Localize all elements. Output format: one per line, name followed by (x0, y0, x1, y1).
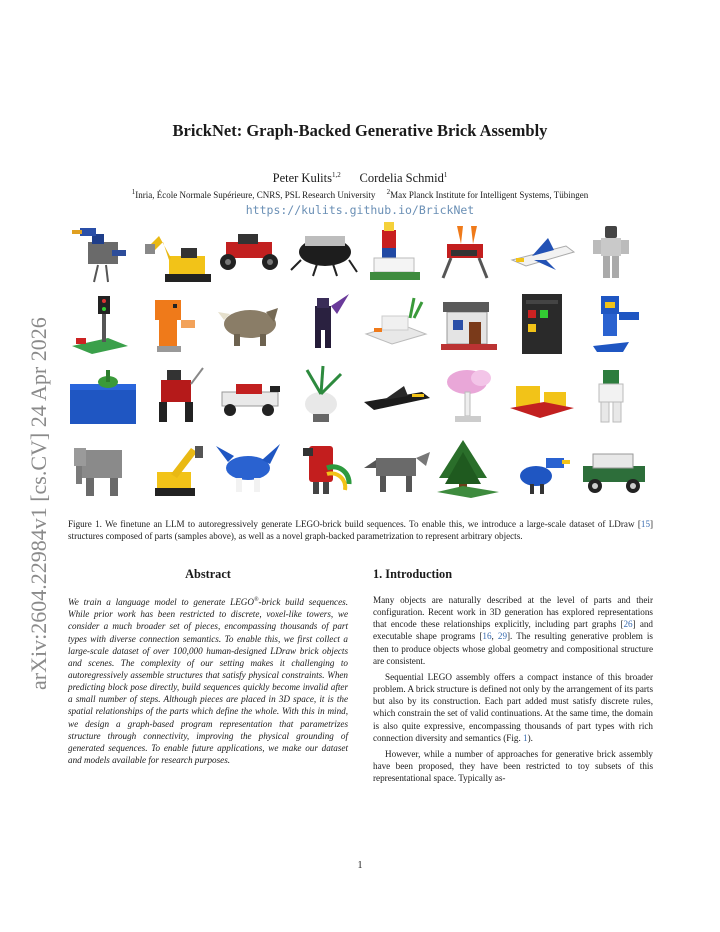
citation-link[interactable]: 26 (623, 619, 633, 630)
model-blue-base (70, 370, 136, 424)
author-name: Peter Kulits (272, 171, 332, 185)
model-elephant (74, 448, 122, 496)
affiliations (0, 190, 720, 200)
model-house (441, 302, 497, 350)
author-name: Cordelia Schmid (359, 171, 444, 185)
affiliation: Inria, École Normale Supérieure, CNRS, PSL Research University (135, 190, 376, 200)
model-buggy (220, 234, 278, 270)
author-affil-sup: 1 (443, 170, 448, 179)
paper-title: BrickNet: Graph-Backed Generative Brick Assembly (172, 121, 548, 140)
model-fence-figure (370, 222, 420, 280)
citation-link[interactable]: 29 (497, 631, 507, 642)
arxiv-id: arXiv:2604.22984v1 [cs.CV] 24 Apr 2026 (26, 317, 51, 690)
model-wolf (364, 452, 430, 492)
model-yellow-sofa (510, 386, 574, 418)
model-traffic-light (72, 296, 128, 354)
abstract-text-part: -brick build sequences. While prior work has been restricted to discrete, voxel-like towers, we consider a much broader set of pieces, encompassing thousands of part types with diverse connection semantics. To enable this, we first collect a large-scale dataset of over 100,000 human-designed LDraw brick objects and scenes. The complexity of our setting makes it challenging to autoregressively assemble structures that satisfy physical constraints. When predicting block pose directly, build sequences quickly become invalid after a small number of steps. Although pieces are placed in 3D space, it is the spatial relationships of the parts which define the whole. With this in mind, we design a graph-based program representation that parametrizes structure through connectivity, improving the physical grounding of generated sequences. To enable future applications, we make our dataset and models available for research purposes. (68, 597, 348, 766)
model-minifigure (593, 226, 629, 278)
caption-text: We finetune an LLM to autoregressively generate LEGO-brick build sequences. To enable this, we introduce a large-scale dataset of LDraw [ (105, 519, 641, 529)
model-dark-warrior (315, 294, 349, 348)
model-orange-creature (155, 300, 195, 352)
model-jet (512, 238, 574, 270)
intro-text: ). (527, 732, 533, 743)
model-red-mech (159, 368, 203, 422)
page-number: 1 (357, 860, 363, 871)
model-blue-dragon (216, 444, 280, 492)
project-url[interactable]: https://kulits.github.io/BrickNet (245, 203, 475, 217)
intro-text: Many objects are naturally described at the level of parts and their configuration. Recent work in 3D generation has explored representations that encode these relationships explicitly, including part graphs [ (373, 595, 653, 630)
model-pink-tree (447, 370, 491, 422)
arxiv-sidebar (20, 250, 54, 700)
intro-paragraph: Many objects are naturally described at the level of parts and their configuration. Recent work in 3D generation has explored representations that encode these relationships explicitly, including part graphs [26] and executable shape programs [16, 29]. The resulting generative problem is then to produce objects whose global geometry and compositional structure are consistent. (373, 595, 653, 666)
figure-1-grid (68, 220, 653, 510)
figure-caption (68, 518, 653, 542)
introduction-heading: 1. Introduction (373, 567, 453, 581)
intro-text: Sequential LEGO assembly offers a compact instance of this broader problem. A brick structure is defined not only by the arrangement of its parts but also by its construction. Each part added must satisfy discrete rules, which constrain the set of valid continuations. At the same time, the domain is also quite expressive, encompassing thousands of part types with rich connection diversity and semantics (Fig. (373, 671, 653, 743)
introduction-column (373, 567, 653, 788)
registered-mark: ® (253, 597, 259, 603)
model-desk (366, 298, 426, 344)
model-bird (72, 228, 126, 282)
caption-text: ] structures composed of parts (samples above), as well as a novel graph-backed parametrization to represent arbitrary objects. (68, 519, 654, 542)
model-green-car (583, 454, 645, 493)
abstract-column (68, 567, 348, 766)
caption-label: Figure 1. (68, 519, 102, 529)
author-affil-sup: 1,2 (332, 170, 341, 179)
intro-text: ]. The resulting generative problem is then to produce objects whose global geometry and compositional structure are consistent. (373, 631, 653, 666)
model-parrot (303, 446, 349, 494)
affiliation: Max Planck Institute for Intelligent Systems, Tübingen (390, 190, 589, 200)
abstract-text (68, 594, 348, 766)
model-cabinet (522, 294, 562, 354)
abstract-text-part: We train a language model to generate LEGO (68, 597, 254, 608)
model-blue-robot (593, 296, 639, 352)
model-blue-bird (520, 458, 570, 494)
model-black-jet (364, 386, 430, 410)
model-white-robot (599, 370, 623, 422)
intro-paragraph: However, while a number of approaches for generative brick assembly have been proposed, they have been restricted to toy subsets of this representational space. Typically as- (373, 748, 653, 784)
figure-link[interactable]: 1 (523, 732, 528, 743)
model-yellow-crane (155, 446, 203, 496)
model-race-car (222, 384, 280, 416)
intro-text: ] and executable shape programs [ (373, 619, 653, 642)
affil-sup: 1 (131, 188, 136, 196)
intro-paragraph (373, 671, 653, 744)
citation-link[interactable]: 15 (640, 519, 650, 529)
model-walker-robot (443, 226, 487, 278)
model-plant-creature (305, 366, 341, 422)
model-excavator (145, 236, 211, 282)
citation-link[interactable]: 16 (482, 631, 492, 642)
abstract-heading: Abstract (185, 567, 231, 581)
affil-sup: 2 (386, 188, 391, 196)
model-green-tree (437, 440, 499, 498)
author-list (0, 171, 720, 186)
model-triceratops (218, 308, 278, 346)
model-beetle (291, 236, 357, 276)
